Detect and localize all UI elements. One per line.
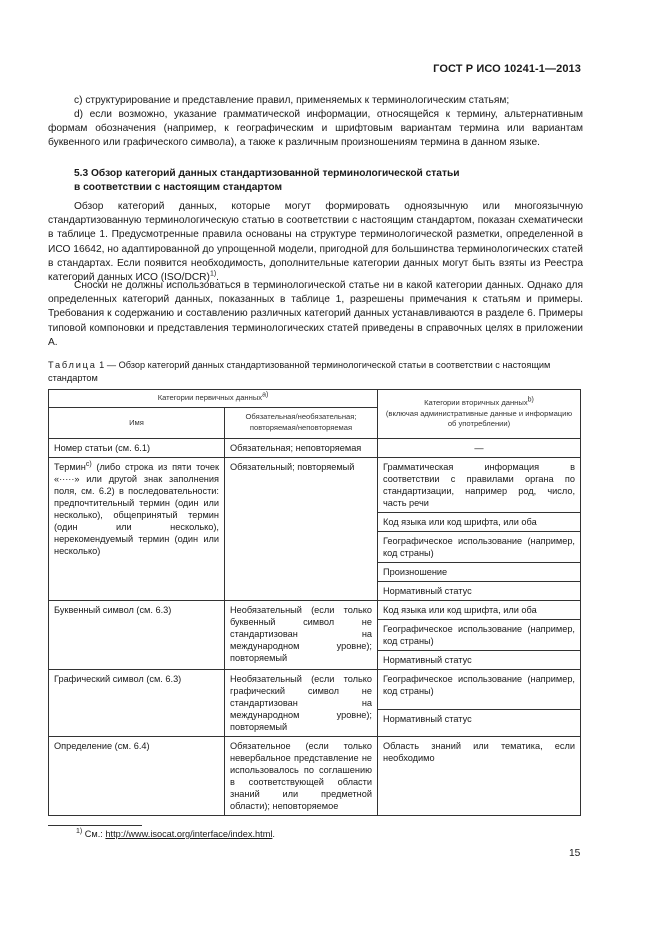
cell-secondary: Нормативный статус xyxy=(378,651,581,670)
cell-name: Графический символ (см. 6.3) xyxy=(49,670,225,737)
section-title-line1: 5.3 Обзор категорий данных стандартизованной терминологической статьи xyxy=(74,168,460,179)
data-categories-table xyxy=(48,389,581,816)
header-mandatory: Обязательная/необязательная; повторяемая/неповторяемая xyxy=(225,408,378,439)
list-item-c: c) структурирование и представление правил, применяемых к терминологическим статьям; xyxy=(74,95,510,106)
table-row xyxy=(49,737,581,816)
cell-status: Обязательное (если только невербальное представление не использовалось по соглашению в соответствующей области знаний или предметной области); неповторяемое xyxy=(225,737,378,816)
cell-status: Обязательный; повторяемый xyxy=(225,458,378,601)
header-secondary: Категории вторичных данных$^{b)}$ (включая административные данные и информацию об употреблении) xyxy=(378,390,581,439)
footnote: $^{1)}$ См.: http://www.isocat.org/interface/index.html. xyxy=(76,827,275,839)
section-heading xyxy=(74,167,459,195)
section-title-line2: в соответствии с настоящим стандартом xyxy=(74,182,282,193)
cell-secondary: Географическое использование (например, код страны) xyxy=(378,670,581,710)
cell-name: Номер статьи (см. 6.1) xyxy=(49,439,225,458)
cell-secondary: Нормативный статус xyxy=(378,582,581,601)
cell-secondary: Грамматическая информация в соответствии с правилами органа по стандартизации, например род, число, часть речи xyxy=(378,458,581,513)
cell-status: Обязательная; неповторяемая xyxy=(225,439,378,458)
table-caption xyxy=(48,359,583,384)
cell-secondary: Географическое использование (например, код страны) xyxy=(378,620,581,651)
cell-secondary: — xyxy=(378,439,581,458)
cell-secondary: Код языка или код шрифта, или оба xyxy=(378,601,581,620)
table-header-row xyxy=(49,390,581,408)
list-item-d: d) если возможно, указание грамматической информации, относящейся к термину, альтернативным формам обозначения (например, к географическим и шрифтовым вариантам термина или вариантам буквенного или графического символа), а также к различным произношениям термина в данном языке. xyxy=(48,109,583,149)
footnote-ref: 1) xyxy=(209,270,217,278)
cell-status: Необязательный (если только буквенный символ не стандартизован на международном уровне); повторяемый xyxy=(225,601,378,670)
table-label: Таблица xyxy=(48,360,97,370)
footnote-link[interactable]: http://www.isocat.org/interface/index.html xyxy=(105,829,273,839)
cell-secondary: Область знаний или тематика, если необходимо xyxy=(378,737,581,816)
cell-secondary: Нормативный статус xyxy=(378,710,581,737)
paragraph-overview-end: . xyxy=(216,272,220,284)
paragraph-overview-text: Обзор категорий данных, которые могут формировать одноязычную или многоязычную стандартизованную терминологическую статью в соответствии с настоящим стандартом, показан схематически в таблице 1. Предусмотренные правила основаны на структуре терминологической разметки, определенной в ИСО 16642, но адаптированной до упрощенной модели, пригодной для большинства терминологических статей в стандартах. Если появится необходимость, дополнительные категории данных могут быть взяты из Реестра категорий данных ИСО (ISO/DCR) xyxy=(48,201,583,284)
cell-name: Определение (см. 6.4) xyxy=(49,737,225,816)
header-name: Имя xyxy=(49,408,225,439)
cell-status: Необязательный (если только графический символ не стандартизован на международном уровне); повторяемый xyxy=(225,670,378,737)
table-row xyxy=(49,670,581,710)
cell-name: Буквенный символ (см. 6.3) xyxy=(49,601,225,670)
cell-secondary: Код языка или код шрифта, или оба xyxy=(378,513,581,532)
table-row xyxy=(49,458,581,513)
paragraph-overview xyxy=(48,200,583,285)
paragraph-footnotes: Сноски не должны использоваться в терминологической статье ни в какой категории данных. Однако для определенных категорий данных, показанных в таблице 1, разрешены примечания к статьям и примеры. Требования к содержанию и составлению различных категорий данных устанавливаются в разделе 6. Примеры типовой компоновки и представления терминологических статей приведены в справочных целях в приложении А. xyxy=(48,280,583,348)
page-number: 15 xyxy=(569,848,581,859)
document-id: ГОСТ Р ИСО 10241-1—2013 xyxy=(433,63,581,75)
table-row xyxy=(49,439,581,458)
footnote-marker: 1) xyxy=(76,827,83,835)
cell-secondary: Произношение xyxy=(378,563,581,582)
footnote-divider xyxy=(48,825,142,826)
table-row xyxy=(49,601,581,620)
cell-secondary: Географическое использование (например, код страны) xyxy=(378,532,581,563)
table-caption-text: 1 — Обзор категорий данных стандартизованной терминологической статьи в соответствии с настоящим стандартом xyxy=(48,360,551,383)
cell-name: Термин$^{c)}$ (либо строка из пяти точек «·····» или другой знак заполнения поля, см. 6.2) в последовательности: предпочтительный термин (один или несколько), общепринятый термин (один или несколько), нерекомендуемый термин (один или несколько) xyxy=(49,458,225,601)
header-primary: Категории первичных данных$^{a)}$ xyxy=(49,390,378,408)
